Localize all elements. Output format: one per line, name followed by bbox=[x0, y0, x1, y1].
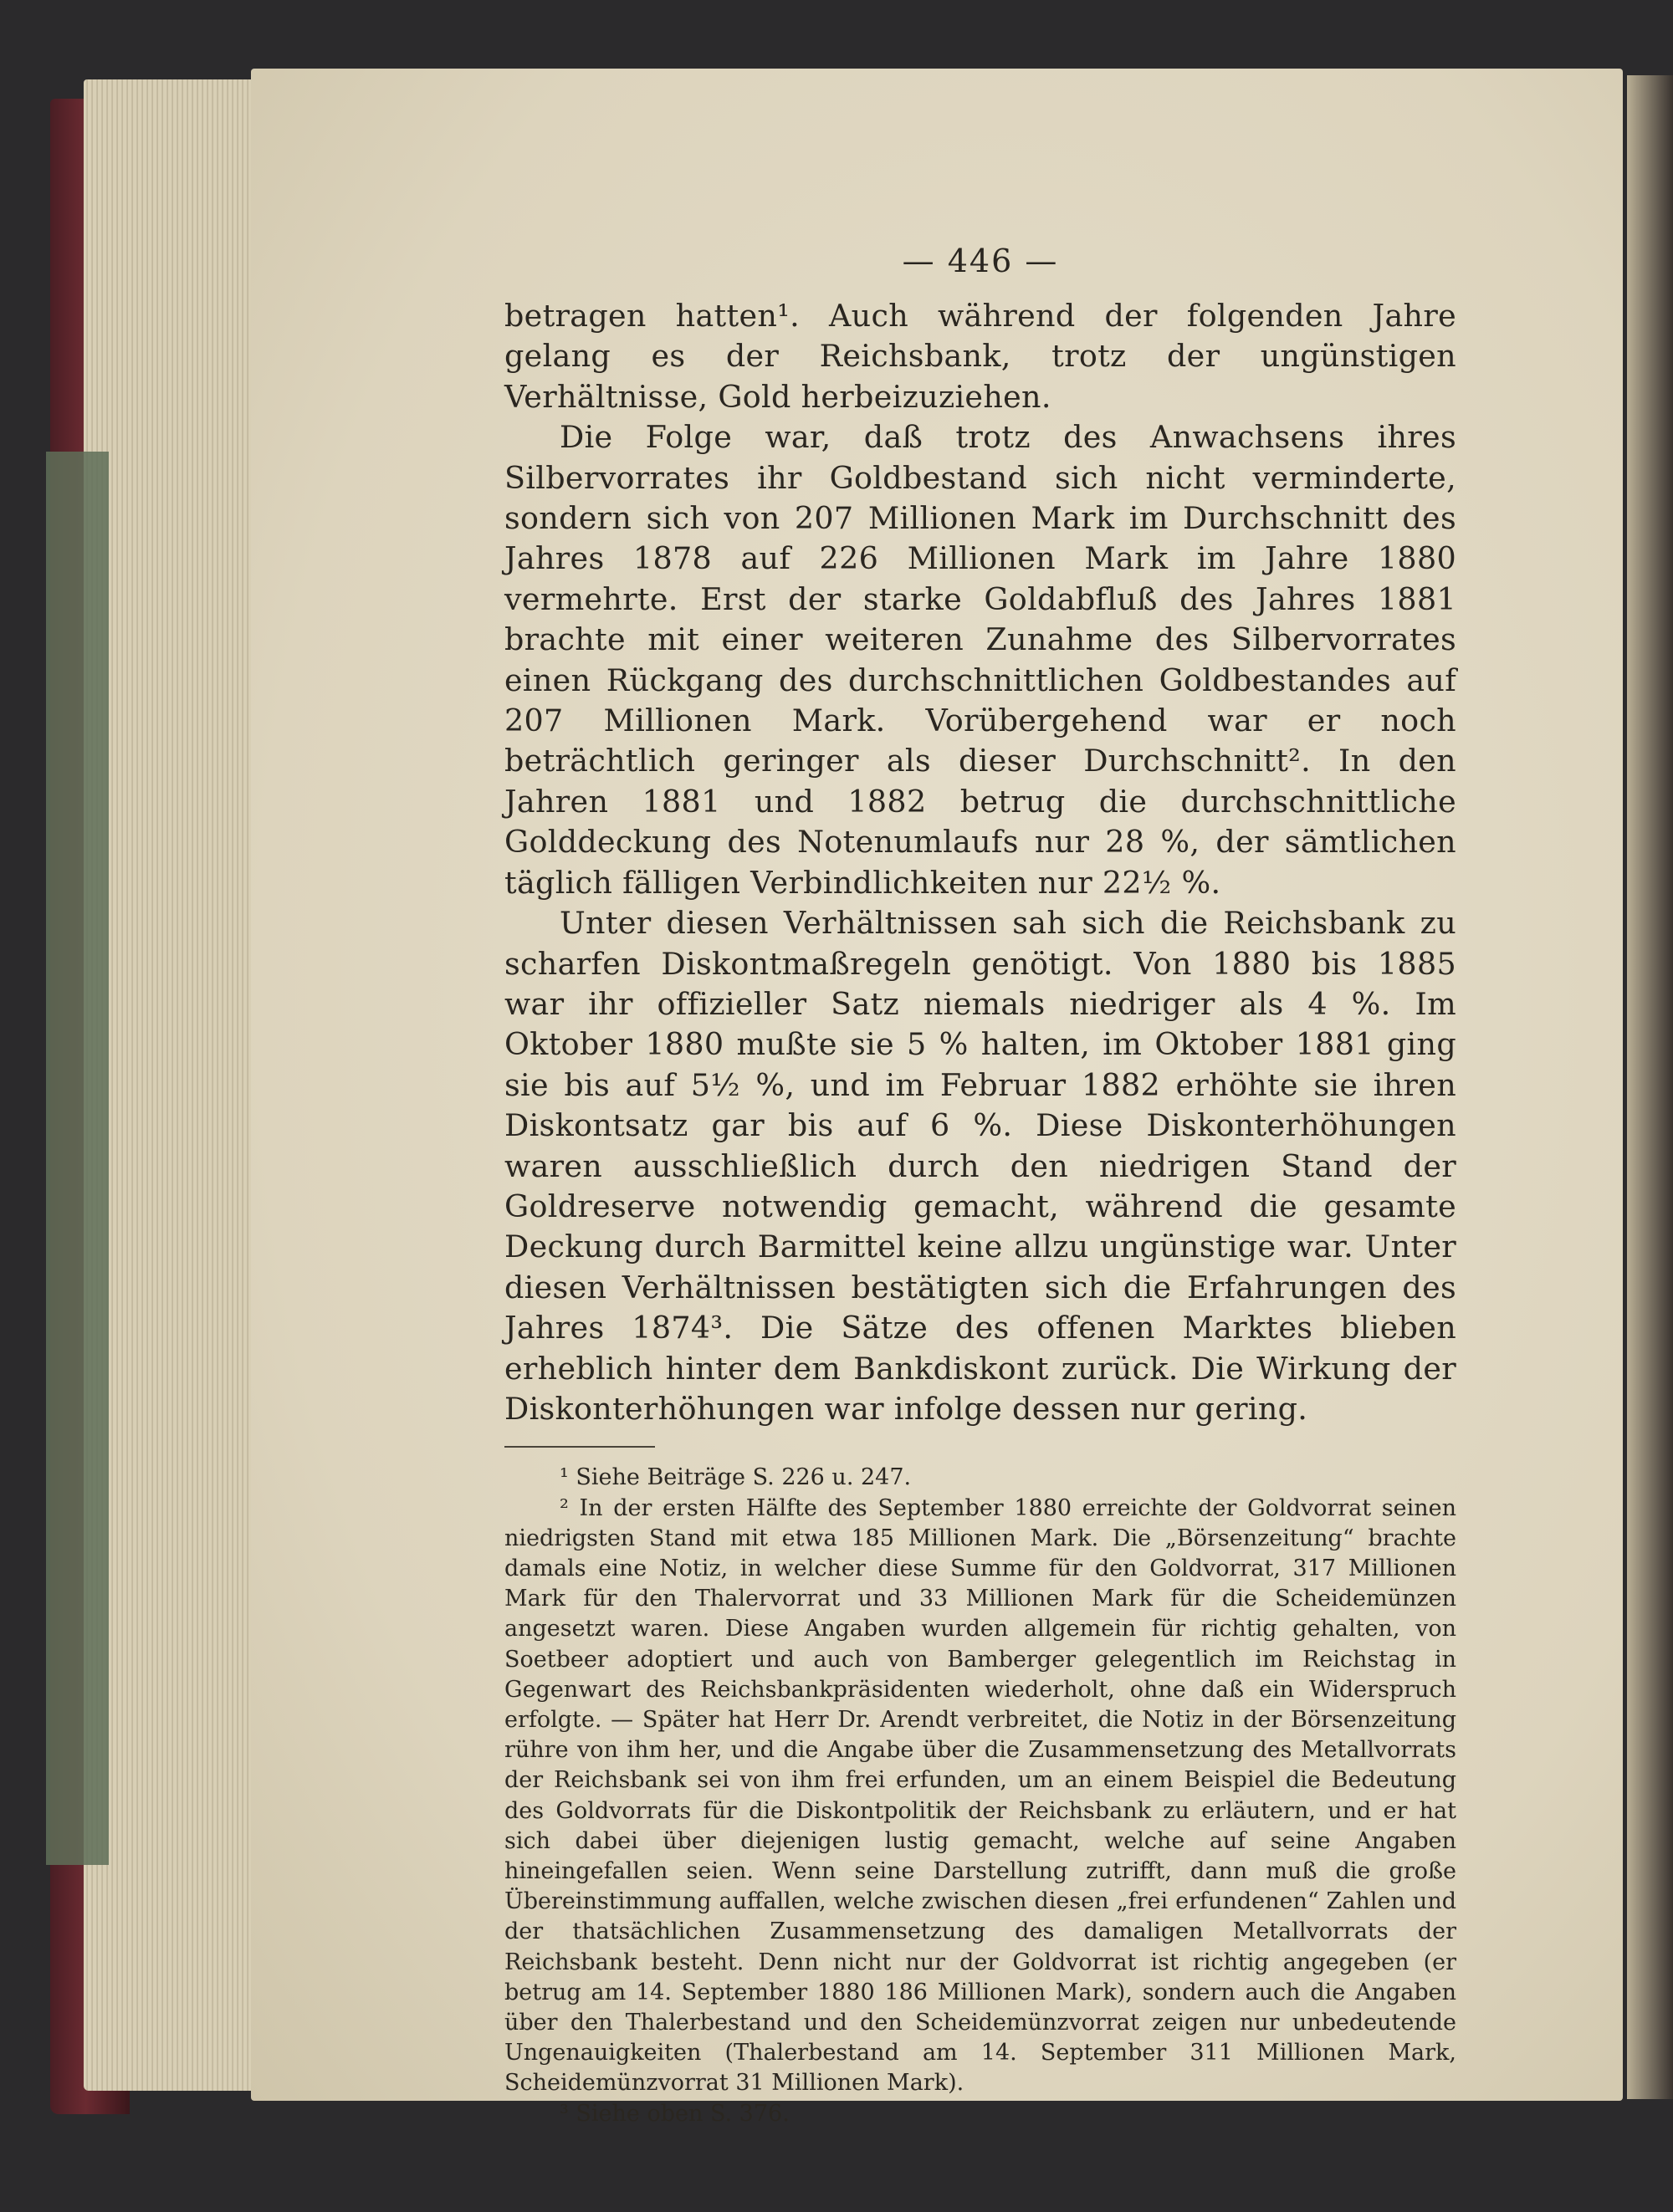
footnote: ³ Siehe oben S. 376. bbox=[560, 2100, 790, 2127]
footnote: ² In der ersten Hälfte des September 1880 erreichte der Goldvorrat seinen niedrigsten Stand mit etwa 185 Millionen Mark. Die „Börsenzeitung“ brachte damals eine Notiz, in welcher diese Summe für den Goldvorrat, 317 Millionen Mark für den Thalervorrat und 33 Millionen Mark für die Scheidemünzen angesetzt waren. Diese Angaben wurden allgemein für richtig gehalten, von Soetbeer adoptiert und auch von Bamberger gelegentlich im Reichstag in Gegenwart des Reichsbankpräsidenten wiederholt, ohne daß ein Widerspruch erfolgte. — Später hat Herr Dr. Arendt verbreitet, die Notiz in der Börsenzeitung rühre von ihm her, und die Angabe über die Zusammensetzung des Metallvorrats der Reichsbank sei von ihm frei erfunden, um an einem Beispiel die Bedeutung des Goldvorrats für die Diskontpolitik der Reichsbank zu erläutern, und er hat sich dabei über diejenigen lustig gemacht, welche auf seine Angaben hineingefallen seien. Wenn seine Darstellung zutrifft, dann muß die große Übereinstimmung auffallen, welche zwischen diesen „frei erfundenen“ Zahlen und der thatsächlichen Zusammensetzung des damaligen Metallvorrats der Reichsbank besteht. Denn nicht nur der Goldvorrat ist richtig angegeben (er betrug am 14. September 1880 186 Millionen Mark), sondern auch die Angaben über den Thalerbestand und den Scheidemünzvorrat zeigen nur unbedeutende Ungenauigkeiten (Thalerbestand am 14. September 311 Millionen Mark, Scheidemünzvorrat 31 Millionen Mark). bbox=[504, 1494, 1456, 2097]
paragraph: betragen hatten¹. Auch während der folgenden Jahre gelang es der Reichsbank, trotz der ungünstigen Verhältnisse, Gold herbeizuziehen. bbox=[504, 298, 1456, 415]
page-edges bbox=[84, 79, 276, 2091]
footnotes bbox=[504, 1463, 1456, 2128]
paragraph: Die Folge war, daß trotz des Anwachsens ihres Silbervorrates ihr Goldbestand sich nicht verminderte, sondern sich von 207 Millionen Mark im Durchschnitt des Jahres 1878 auf 226 Millionen Mark im Jahre 1880 vermehrte. Erst der starke Goldabfluß des Jahres 1881 brachte mit einer weiteren Zunahme des Silbervorrates einen Rückgang des durchschnittlichen Goldbestandes auf 207 Millionen Mark. Vorübergehend war er noch beträchtlich geringer als dieser Durchschnitt². In den Jahren 1881 und 1882 betrug die durchschnittliche Golddeckung des Notenumlaufs nur 28 %, der sämtlichen täglich fälligen Verbindlichkeiten nur 22½ %. bbox=[504, 419, 1456, 901]
paragraph: Unter diesen Verhältnissen sah sich die Reichsbank zu scharfen Diskontmaßregeln genötigt. Von 1880 bis 1885 war ihr offizieller Satz niemals niedriger als 4 %. Im Oktober 1880 mußte sie 5 % halten, im Oktober 1881 ging sie bis auf 5½ %, und im Februar 1882 erhöhte sie ihren Diskontsatz gar bis auf 6 %. Diese Diskonterhöhungen waren ausschließlich durch den niedrigen Stand der Goldreserve notwendig gemacht, während die gesamte Deckung durch Barmittel keine allzu ungünstige war. Unter diesen Verhältnissen bestätigten sich die Erfahrungen des Jahres 1874³. Die Sätze des offenen Marktes blieben erheblich hinter dem Bankdiskont zurück. Die Wirkung der Diskonterhöhungen war infolge dessen nur gering. bbox=[504, 905, 1456, 1427]
right-binding bbox=[1627, 75, 1673, 2099]
footnote: ¹ Siehe Beiträge S. 226 u. 247. bbox=[560, 1464, 912, 1491]
page-content bbox=[504, 243, 1456, 2129]
footnote-separator bbox=[504, 1446, 655, 1448]
main-text bbox=[504, 296, 1456, 1429]
cover-strip bbox=[46, 452, 109, 1865]
page-number: — 446 — bbox=[902, 243, 1059, 279]
